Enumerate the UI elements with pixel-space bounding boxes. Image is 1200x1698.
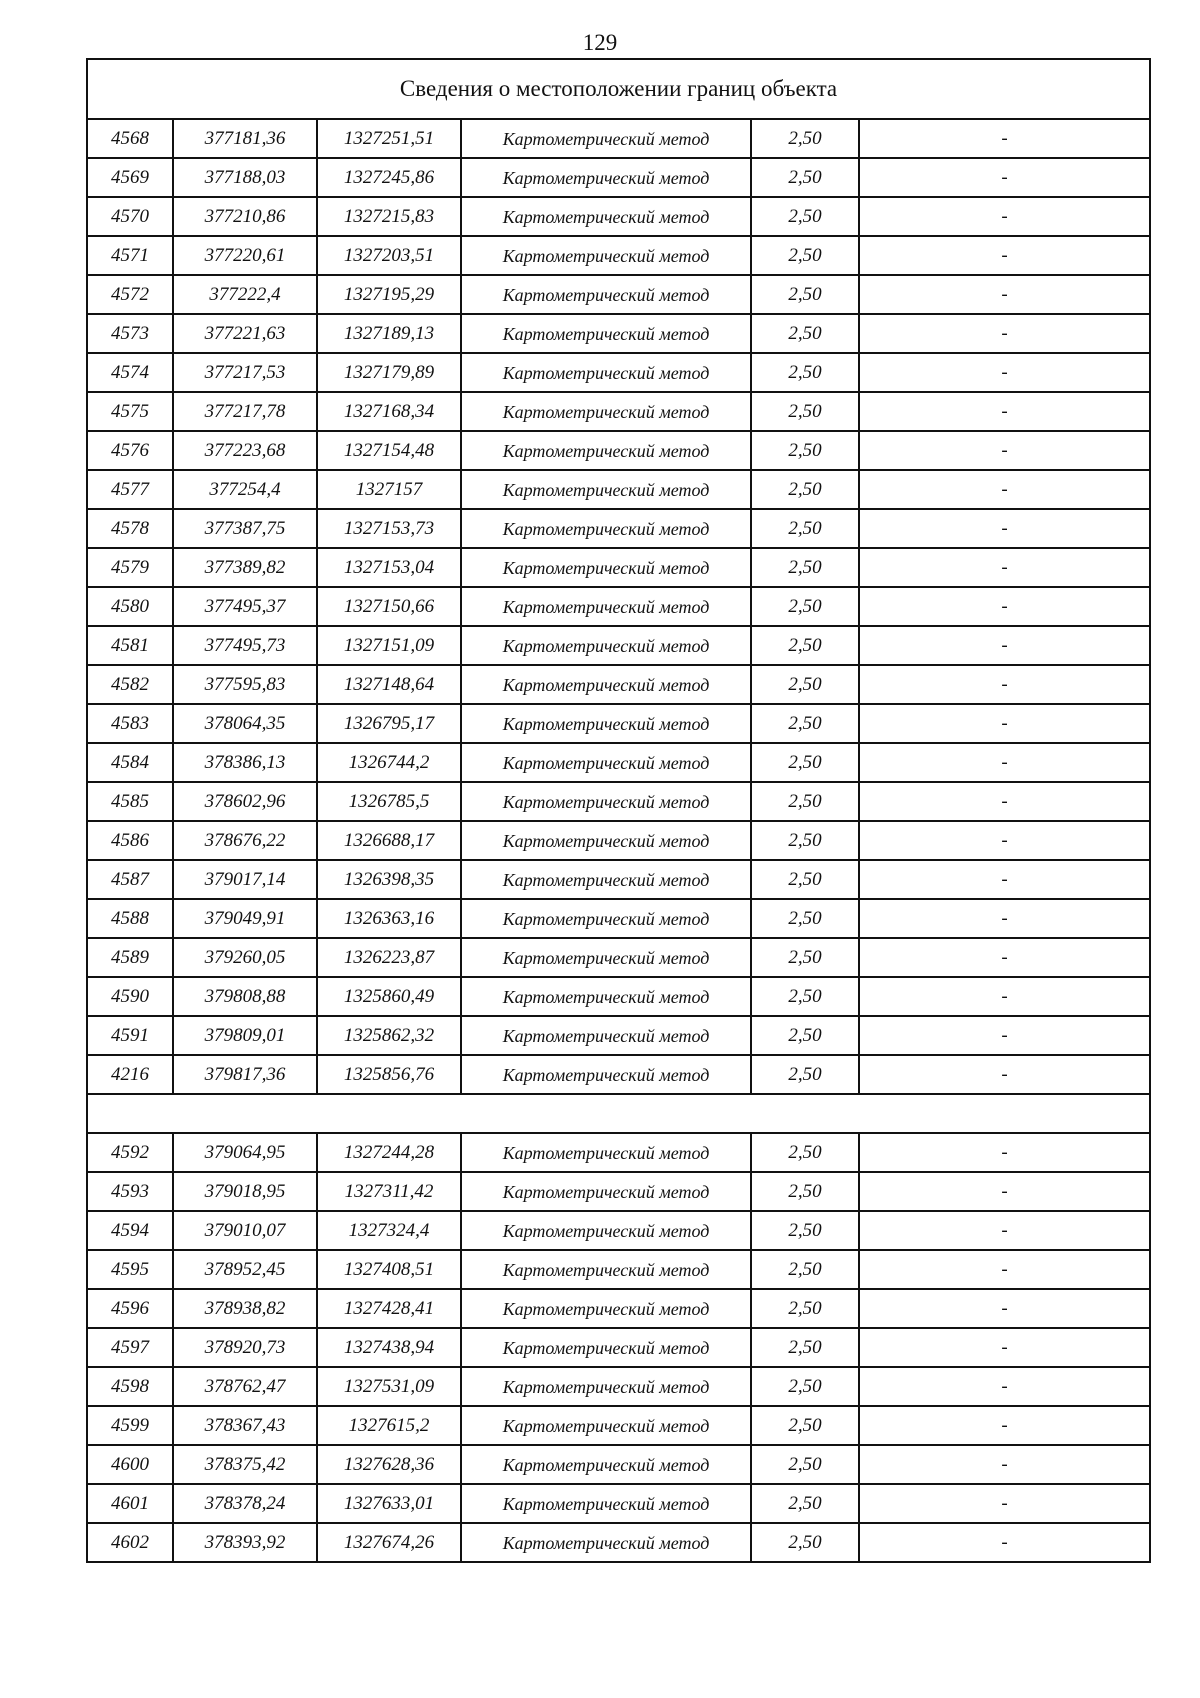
accuracy-cell: 2,50 [751, 938, 859, 977]
point-number-cell: 4595 [87, 1250, 173, 1289]
point-number-cell: 4592 [87, 1133, 173, 1172]
table-row [87, 392, 1150, 431]
table-row [87, 1484, 1150, 1523]
y-coordinate-cell: 1327168,34 [317, 392, 461, 431]
point-number-cell: 4588 [87, 899, 173, 938]
y-coordinate-cell: 1327157 [317, 470, 461, 509]
point-number-cell: 4597 [87, 1328, 173, 1367]
x-coordinate-cell: 378762,47 [173, 1367, 317, 1406]
x-coordinate-cell: 377595,83 [173, 665, 317, 704]
point-number-cell: 4598 [87, 1367, 173, 1406]
separator-cell [87, 1094, 1150, 1133]
method-cell: Картометрический метод [461, 821, 751, 860]
method-cell: Картометрический метод [461, 1289, 751, 1328]
x-coordinate-cell: 378952,45 [173, 1250, 317, 1289]
point-number-cell: 4584 [87, 743, 173, 782]
y-coordinate-cell: 1327245,86 [317, 158, 461, 197]
method-cell: Картометрический метод [461, 743, 751, 782]
table-row [87, 1250, 1150, 1289]
table-row [87, 119, 1150, 158]
y-coordinate-cell: 1327311,42 [317, 1172, 461, 1211]
note-cell: - [859, 938, 1150, 977]
x-coordinate-cell: 379010,07 [173, 1211, 317, 1250]
y-coordinate-cell: 1326688,17 [317, 821, 461, 860]
x-coordinate-cell: 378602,96 [173, 782, 317, 821]
y-coordinate-cell: 1326785,5 [317, 782, 461, 821]
point-number-cell: 4594 [87, 1211, 173, 1250]
accuracy-cell: 2,50 [751, 275, 859, 314]
table-row [87, 509, 1150, 548]
y-coordinate-cell: 1327628,36 [317, 1445, 461, 1484]
table-row [87, 197, 1150, 236]
y-coordinate-cell: 1327153,73 [317, 509, 461, 548]
x-coordinate-cell: 377222,4 [173, 275, 317, 314]
method-cell: Картометрический метод [461, 587, 751, 626]
y-coordinate-cell: 1327195,29 [317, 275, 461, 314]
note-cell: - [859, 704, 1150, 743]
note-cell: - [859, 743, 1150, 782]
note-cell: - [859, 158, 1150, 197]
x-coordinate-cell: 379260,05 [173, 938, 317, 977]
method-cell: Картометрический метод [461, 236, 751, 275]
table-row [87, 821, 1150, 860]
table-row [87, 1289, 1150, 1328]
x-coordinate-cell: 377220,61 [173, 236, 317, 275]
table-row [87, 275, 1150, 314]
accuracy-cell: 2,50 [751, 1016, 859, 1055]
method-cell: Картометрический метод [461, 1367, 751, 1406]
table-row [87, 1172, 1150, 1211]
x-coordinate-cell: 378064,35 [173, 704, 317, 743]
note-cell: - [859, 548, 1150, 587]
point-number-cell: 4576 [87, 431, 173, 470]
point-number-cell: 4577 [87, 470, 173, 509]
y-coordinate-cell: 1327428,41 [317, 1289, 461, 1328]
x-coordinate-cell: 377254,4 [173, 470, 317, 509]
table-row [87, 236, 1150, 275]
accuracy-cell: 2,50 [751, 1133, 859, 1172]
table-row [87, 1211, 1150, 1250]
table-row [87, 1328, 1150, 1367]
accuracy-cell: 2,50 [751, 899, 859, 938]
y-coordinate-cell: 1326398,35 [317, 860, 461, 899]
y-coordinate-cell: 1325860,49 [317, 977, 461, 1016]
y-coordinate-cell: 1327154,48 [317, 431, 461, 470]
method-cell: Картометрический метод [461, 626, 751, 665]
table-body [87, 59, 1150, 1562]
method-cell: Картометрический метод [461, 1250, 751, 1289]
x-coordinate-cell: 379049,91 [173, 899, 317, 938]
table-row [87, 626, 1150, 665]
accuracy-cell: 2,50 [751, 509, 859, 548]
method-cell: Картометрический метод [461, 1445, 751, 1484]
x-coordinate-cell: 377181,36 [173, 119, 317, 158]
method-cell: Картометрический метод [461, 119, 751, 158]
note-cell: - [859, 1016, 1150, 1055]
table-row [87, 1055, 1150, 1094]
point-number-cell: 4573 [87, 314, 173, 353]
accuracy-cell: 2,50 [751, 197, 859, 236]
accuracy-cell: 2,50 [751, 1172, 859, 1211]
y-coordinate-cell: 1327189,13 [317, 314, 461, 353]
point-number-cell: 4571 [87, 236, 173, 275]
point-number-cell: 4568 [87, 119, 173, 158]
method-cell: Картометрический метод [461, 938, 751, 977]
x-coordinate-cell: 378378,24 [173, 1484, 317, 1523]
accuracy-cell: 2,50 [751, 1445, 859, 1484]
note-cell: - [859, 626, 1150, 665]
table-row [87, 587, 1150, 626]
method-cell: Картометрический метод [461, 1133, 751, 1172]
y-coordinate-cell: 1326363,16 [317, 899, 461, 938]
point-number-cell: 4572 [87, 275, 173, 314]
y-coordinate-cell: 1327153,04 [317, 548, 461, 587]
note-cell: - [859, 1523, 1150, 1562]
method-cell: Картометрический метод [461, 431, 751, 470]
y-coordinate-cell: 1327251,51 [317, 119, 461, 158]
table-row [87, 431, 1150, 470]
accuracy-cell: 2,50 [751, 392, 859, 431]
accuracy-cell: 2,50 [751, 1406, 859, 1445]
note-cell: - [859, 470, 1150, 509]
note-cell: - [859, 353, 1150, 392]
x-coordinate-cell: 377210,86 [173, 197, 317, 236]
table-row [87, 899, 1150, 938]
table-row [87, 743, 1150, 782]
point-number-cell: 4569 [87, 158, 173, 197]
method-cell: Картометрический метод [461, 899, 751, 938]
point-number-cell: 4587 [87, 860, 173, 899]
x-coordinate-cell: 379809,01 [173, 1016, 317, 1055]
accuracy-cell: 2,50 [751, 314, 859, 353]
note-cell: - [859, 1328, 1150, 1367]
method-cell: Картометрический метод [461, 782, 751, 821]
note-cell: - [859, 1484, 1150, 1523]
point-number-cell: 4579 [87, 548, 173, 587]
x-coordinate-cell: 379817,36 [173, 1055, 317, 1094]
point-number-cell: 4601 [87, 1484, 173, 1523]
x-coordinate-cell: 378676,22 [173, 821, 317, 860]
point-number-cell: 4590 [87, 977, 173, 1016]
note-cell: - [859, 977, 1150, 1016]
table-row [87, 1445, 1150, 1484]
x-coordinate-cell: 378367,43 [173, 1406, 317, 1445]
page-number: 129 [582, 30, 618, 55]
method-cell: Картометрический метод [461, 1484, 751, 1523]
table-row [87, 860, 1150, 899]
y-coordinate-cell: 1327615,2 [317, 1406, 461, 1445]
note-cell: - [859, 665, 1150, 704]
accuracy-cell: 2,50 [751, 782, 859, 821]
accuracy-cell: 2,50 [751, 1367, 859, 1406]
y-coordinate-cell: 1327151,09 [317, 626, 461, 665]
method-cell: Картометрический метод [461, 470, 751, 509]
accuracy-cell: 2,50 [751, 548, 859, 587]
x-coordinate-cell: 377223,68 [173, 431, 317, 470]
y-coordinate-cell: 1327179,89 [317, 353, 461, 392]
y-coordinate-cell: 1325856,76 [317, 1055, 461, 1094]
accuracy-cell: 2,50 [751, 977, 859, 1016]
y-coordinate-cell: 1326744,2 [317, 743, 461, 782]
point-number-cell: 4589 [87, 938, 173, 977]
boundary-coordinates-table [86, 58, 1151, 1563]
accuracy-cell: 2,50 [751, 1289, 859, 1328]
point-number-cell: 4596 [87, 1289, 173, 1328]
method-cell: Картометрический метод [461, 1055, 751, 1094]
x-coordinate-cell: 377188,03 [173, 158, 317, 197]
x-coordinate-cell: 378375,42 [173, 1445, 317, 1484]
x-coordinate-cell: 379017,14 [173, 860, 317, 899]
accuracy-cell: 2,50 [751, 1523, 859, 1562]
y-coordinate-cell: 1326795,17 [317, 704, 461, 743]
note-cell: - [859, 587, 1150, 626]
y-coordinate-cell: 1327633,01 [317, 1484, 461, 1523]
point-number-cell: 4216 [87, 1055, 173, 1094]
method-cell: Картометрический метод [461, 1016, 751, 1055]
x-coordinate-cell: 378920,73 [173, 1328, 317, 1367]
note-cell: - [859, 782, 1150, 821]
accuracy-cell: 2,50 [751, 665, 859, 704]
table-title-row [87, 59, 1150, 119]
accuracy-cell: 2,50 [751, 353, 859, 392]
x-coordinate-cell: 377387,75 [173, 509, 317, 548]
point-number-cell: 4599 [87, 1406, 173, 1445]
note-cell: - [859, 392, 1150, 431]
method-cell: Картометрический метод [461, 392, 751, 431]
x-coordinate-cell: 378393,92 [173, 1523, 317, 1562]
accuracy-cell: 2,50 [751, 119, 859, 158]
table-row [87, 1406, 1150, 1445]
point-number-cell: 4583 [87, 704, 173, 743]
point-number-cell: 4574 [87, 353, 173, 392]
accuracy-cell: 2,50 [751, 158, 859, 197]
y-coordinate-cell: 1327244,28 [317, 1133, 461, 1172]
y-coordinate-cell: 1327203,51 [317, 236, 461, 275]
accuracy-cell: 2,50 [751, 1250, 859, 1289]
method-cell: Картометрический метод [461, 1328, 751, 1367]
method-cell: Картометрический метод [461, 548, 751, 587]
y-coordinate-cell: 1327215,83 [317, 197, 461, 236]
table-row [87, 938, 1150, 977]
x-coordinate-cell: 379064,95 [173, 1133, 317, 1172]
x-coordinate-cell: 377389,82 [173, 548, 317, 587]
point-number-cell: 4580 [87, 587, 173, 626]
y-coordinate-cell: 1327674,26 [317, 1523, 461, 1562]
point-number-cell: 4602 [87, 1523, 173, 1562]
method-cell: Картометрический метод [461, 1523, 751, 1562]
method-cell: Картометрический метод [461, 1406, 751, 1445]
point-number-cell: 4585 [87, 782, 173, 821]
method-cell: Картометрический метод [461, 1172, 751, 1211]
table-row [87, 1016, 1150, 1055]
y-coordinate-cell: 1327324,4 [317, 1211, 461, 1250]
x-coordinate-cell: 379018,95 [173, 1172, 317, 1211]
accuracy-cell: 2,50 [751, 1055, 859, 1094]
table-title: Сведения о местоположении границ объекта [87, 59, 1150, 119]
point-number-cell: 4578 [87, 509, 173, 548]
table-row [87, 665, 1150, 704]
accuracy-cell: 2,50 [751, 587, 859, 626]
table-row [87, 977, 1150, 1016]
note-cell: - [859, 509, 1150, 548]
note-cell: - [859, 1172, 1150, 1211]
table-row [87, 1523, 1150, 1562]
note-cell: - [859, 275, 1150, 314]
point-number-cell: 4591 [87, 1016, 173, 1055]
note-cell: - [859, 431, 1150, 470]
table-row [87, 353, 1150, 392]
x-coordinate-cell: 378386,13 [173, 743, 317, 782]
accuracy-cell: 2,50 [751, 431, 859, 470]
point-number-cell: 4593 [87, 1172, 173, 1211]
note-cell: - [859, 1406, 1150, 1445]
x-coordinate-cell: 377495,37 [173, 587, 317, 626]
y-coordinate-cell: 1326223,87 [317, 938, 461, 977]
accuracy-cell: 2,50 [751, 704, 859, 743]
y-coordinate-cell: 1327531,09 [317, 1367, 461, 1406]
note-cell: - [859, 899, 1150, 938]
y-coordinate-cell: 1327408,51 [317, 1250, 461, 1289]
accuracy-cell: 2,50 [751, 470, 859, 509]
note-cell: - [859, 119, 1150, 158]
method-cell: Картометрический метод [461, 860, 751, 899]
method-cell: Картометрический метод [461, 704, 751, 743]
method-cell: Картометрический метод [461, 158, 751, 197]
method-cell: Картометрический метод [461, 509, 751, 548]
note-cell: - [859, 821, 1150, 860]
x-coordinate-cell: 377495,73 [173, 626, 317, 665]
table-row [87, 548, 1150, 587]
y-coordinate-cell: 1327148,64 [317, 665, 461, 704]
note-cell: - [859, 1133, 1150, 1172]
accuracy-cell: 2,50 [751, 626, 859, 665]
x-coordinate-cell: 377217,78 [173, 392, 317, 431]
table-row [87, 704, 1150, 743]
method-cell: Картометрический метод [461, 353, 751, 392]
accuracy-cell: 2,50 [751, 1328, 859, 1367]
method-cell: Картометрический метод [461, 275, 751, 314]
note-cell: - [859, 1055, 1150, 1094]
note-cell: - [859, 1250, 1150, 1289]
table-row [87, 1367, 1150, 1406]
method-cell: Картометрический метод [461, 665, 751, 704]
method-cell: Картометрический метод [461, 1211, 751, 1250]
x-coordinate-cell: 377217,53 [173, 353, 317, 392]
point-number-cell: 4586 [87, 821, 173, 860]
point-number-cell: 4600 [87, 1445, 173, 1484]
y-coordinate-cell: 1327438,94 [317, 1328, 461, 1367]
method-cell: Картометрический метод [461, 977, 751, 1016]
note-cell: - [859, 1367, 1150, 1406]
x-coordinate-cell: 379808,88 [173, 977, 317, 1016]
note-cell: - [859, 314, 1150, 353]
accuracy-cell: 2,50 [751, 743, 859, 782]
y-coordinate-cell: 1327150,66 [317, 587, 461, 626]
point-number-cell: 4570 [87, 197, 173, 236]
y-coordinate-cell: 1325862,32 [317, 1016, 461, 1055]
note-cell: - [859, 1289, 1150, 1328]
point-number-cell: 4582 [87, 665, 173, 704]
separator-row [87, 1094, 1150, 1133]
accuracy-cell: 2,50 [751, 821, 859, 860]
accuracy-cell: 2,50 [751, 1211, 859, 1250]
table-row [87, 1133, 1150, 1172]
accuracy-cell: 2,50 [751, 860, 859, 899]
point-number-cell: 4581 [87, 626, 173, 665]
note-cell: - [859, 1211, 1150, 1250]
note-cell: - [859, 197, 1150, 236]
accuracy-cell: 2,50 [751, 1484, 859, 1523]
method-cell: Картометрический метод [461, 197, 751, 236]
table-row [87, 158, 1150, 197]
point-number-cell: 4575 [87, 392, 173, 431]
accuracy-cell: 2,50 [751, 236, 859, 275]
x-coordinate-cell: 377221,63 [173, 314, 317, 353]
note-cell: - [859, 860, 1150, 899]
table-row [87, 470, 1150, 509]
method-cell: Картометрический метод [461, 314, 751, 353]
note-cell: - [859, 1445, 1150, 1484]
table-row [87, 782, 1150, 821]
x-coordinate-cell: 378938,82 [173, 1289, 317, 1328]
note-cell: - [859, 236, 1150, 275]
table-row [87, 314, 1150, 353]
